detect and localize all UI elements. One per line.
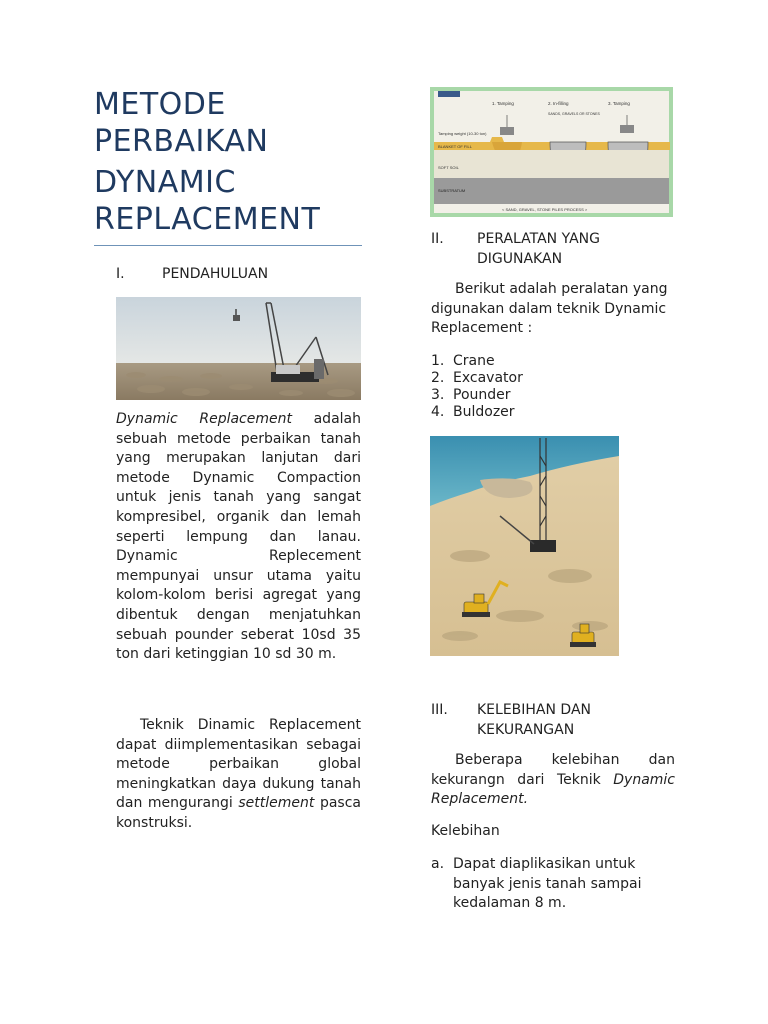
intro-paragraph bbox=[116, 410, 361, 665]
equipment-intro bbox=[431, 280, 675, 339]
section-1-heading bbox=[116, 264, 268, 284]
list-item bbox=[431, 387, 523, 404]
advantages-list bbox=[431, 855, 675, 914]
list-item-label: Dapat diaplikasikan untuk banyak jenis tanah sampai kedalaman 8 m. bbox=[453, 856, 642, 912]
list-item bbox=[431, 404, 523, 421]
diagram-substratum: SUBSTRATUM bbox=[438, 188, 466, 193]
equipment-list bbox=[431, 353, 523, 421]
title-line-1: METODE bbox=[94, 87, 226, 122]
section-2-heading bbox=[431, 229, 600, 269]
title-line-3: DYNAMIC bbox=[94, 165, 236, 200]
advantages-intro bbox=[431, 751, 675, 810]
advantages-intro-text: Beberapa kelebihan dan kekurangn dari Teknik bbox=[431, 752, 675, 788]
intro-p2-term: settlement bbox=[238, 795, 315, 812]
equipment-site-photo bbox=[430, 436, 619, 656]
diagram-tamping-weight: Tamping weight (10-30 ton) bbox=[438, 131, 487, 136]
diagram-step-3: 3. Tamping bbox=[608, 101, 630, 106]
title-line-4: REPLACEMENT bbox=[94, 202, 321, 237]
diagram-caption: < SAND, GRAVEL, STONE PILES PROCESS > bbox=[502, 207, 588, 212]
title-line-2: PERBAIKAN bbox=[94, 124, 269, 159]
list-item-number: 4. bbox=[431, 404, 445, 420]
list-item-number: 1. bbox=[431, 353, 445, 369]
list-item-label: Crane bbox=[453, 353, 495, 369]
section-2-label-line-1: PERALATAN YANG bbox=[477, 231, 600, 247]
section-3-heading bbox=[431, 700, 591, 740]
section-2-number: II. bbox=[431, 231, 444, 247]
list-item-number: 3. bbox=[431, 387, 445, 403]
diagram-sands: SANDS, GRAVELS OR STONES bbox=[548, 112, 600, 116]
kelebihan-label: Kelebihan bbox=[431, 823, 500, 839]
intro-paragraph-2 bbox=[116, 716, 361, 834]
intro-p2-end: pasca konstruksi. bbox=[116, 795, 361, 831]
advantages-intro-term: Dynamic Replacement. bbox=[431, 771, 675, 808]
list-item-label: Excavator bbox=[453, 370, 523, 386]
diagram-step-1: 1. Tamping bbox=[492, 101, 514, 106]
crane-site-photo bbox=[116, 297, 361, 400]
diagram-blanket: BLANKET OF FILL bbox=[438, 144, 472, 149]
list-item-letter: a. bbox=[431, 856, 445, 872]
section-1-label: PENDAHULUAN bbox=[162, 266, 269, 282]
list-item-label: Pounder bbox=[453, 387, 511, 403]
section-3-label-line-2: KEKURANGAN bbox=[477, 722, 575, 738]
intro-p2-start: Teknik Dinamic Replacement dapat diimplementasikan sebagai metode perbaikan global meningkatkan daya dukung tanah dan mengurangi bbox=[116, 717, 361, 812]
process-diagram bbox=[430, 87, 673, 217]
list-item bbox=[431, 855, 675, 914]
equipment-intro-text: Berikut adalah peralatan yang digunakan dalam teknik Dynamic Replacement : bbox=[431, 281, 668, 337]
intro-body: adalah sebuah metode perbaikan tanah yang merupakan lanjutan dari metode Dynamic Compaction untuk jenis tanah yang sangat kompresibel, organik dan lemah seperti lempung dan lanau. Dynamic Replecement mempunyai unsur utama yaitu kolom-kolom berisi agregat yang dibentuk dengan menjatuhkan sebuah pounder seberat 10sd 35 ton dari ketinggian 10 sd 30 m. bbox=[116, 411, 361, 663]
section-3-number: III. bbox=[431, 702, 448, 718]
diagram-step-2: 2. In-filling bbox=[548, 101, 569, 106]
list-item bbox=[431, 353, 523, 370]
title-underline bbox=[94, 245, 362, 246]
section-3-label-line-1: KELEBIHAN DAN bbox=[477, 702, 592, 718]
section-2-label-line-2: DIGUNAKAN bbox=[477, 251, 563, 267]
list-item-number: 2. bbox=[431, 370, 445, 386]
list-item-label: Buldozer bbox=[453, 404, 515, 420]
list-item bbox=[431, 370, 523, 387]
intro-term: Dynamic Replacement bbox=[116, 411, 292, 427]
document-title bbox=[94, 86, 364, 238]
section-1-number: I. bbox=[116, 266, 125, 282]
diagram-soft-soil: SOFT SOIL bbox=[438, 165, 459, 170]
